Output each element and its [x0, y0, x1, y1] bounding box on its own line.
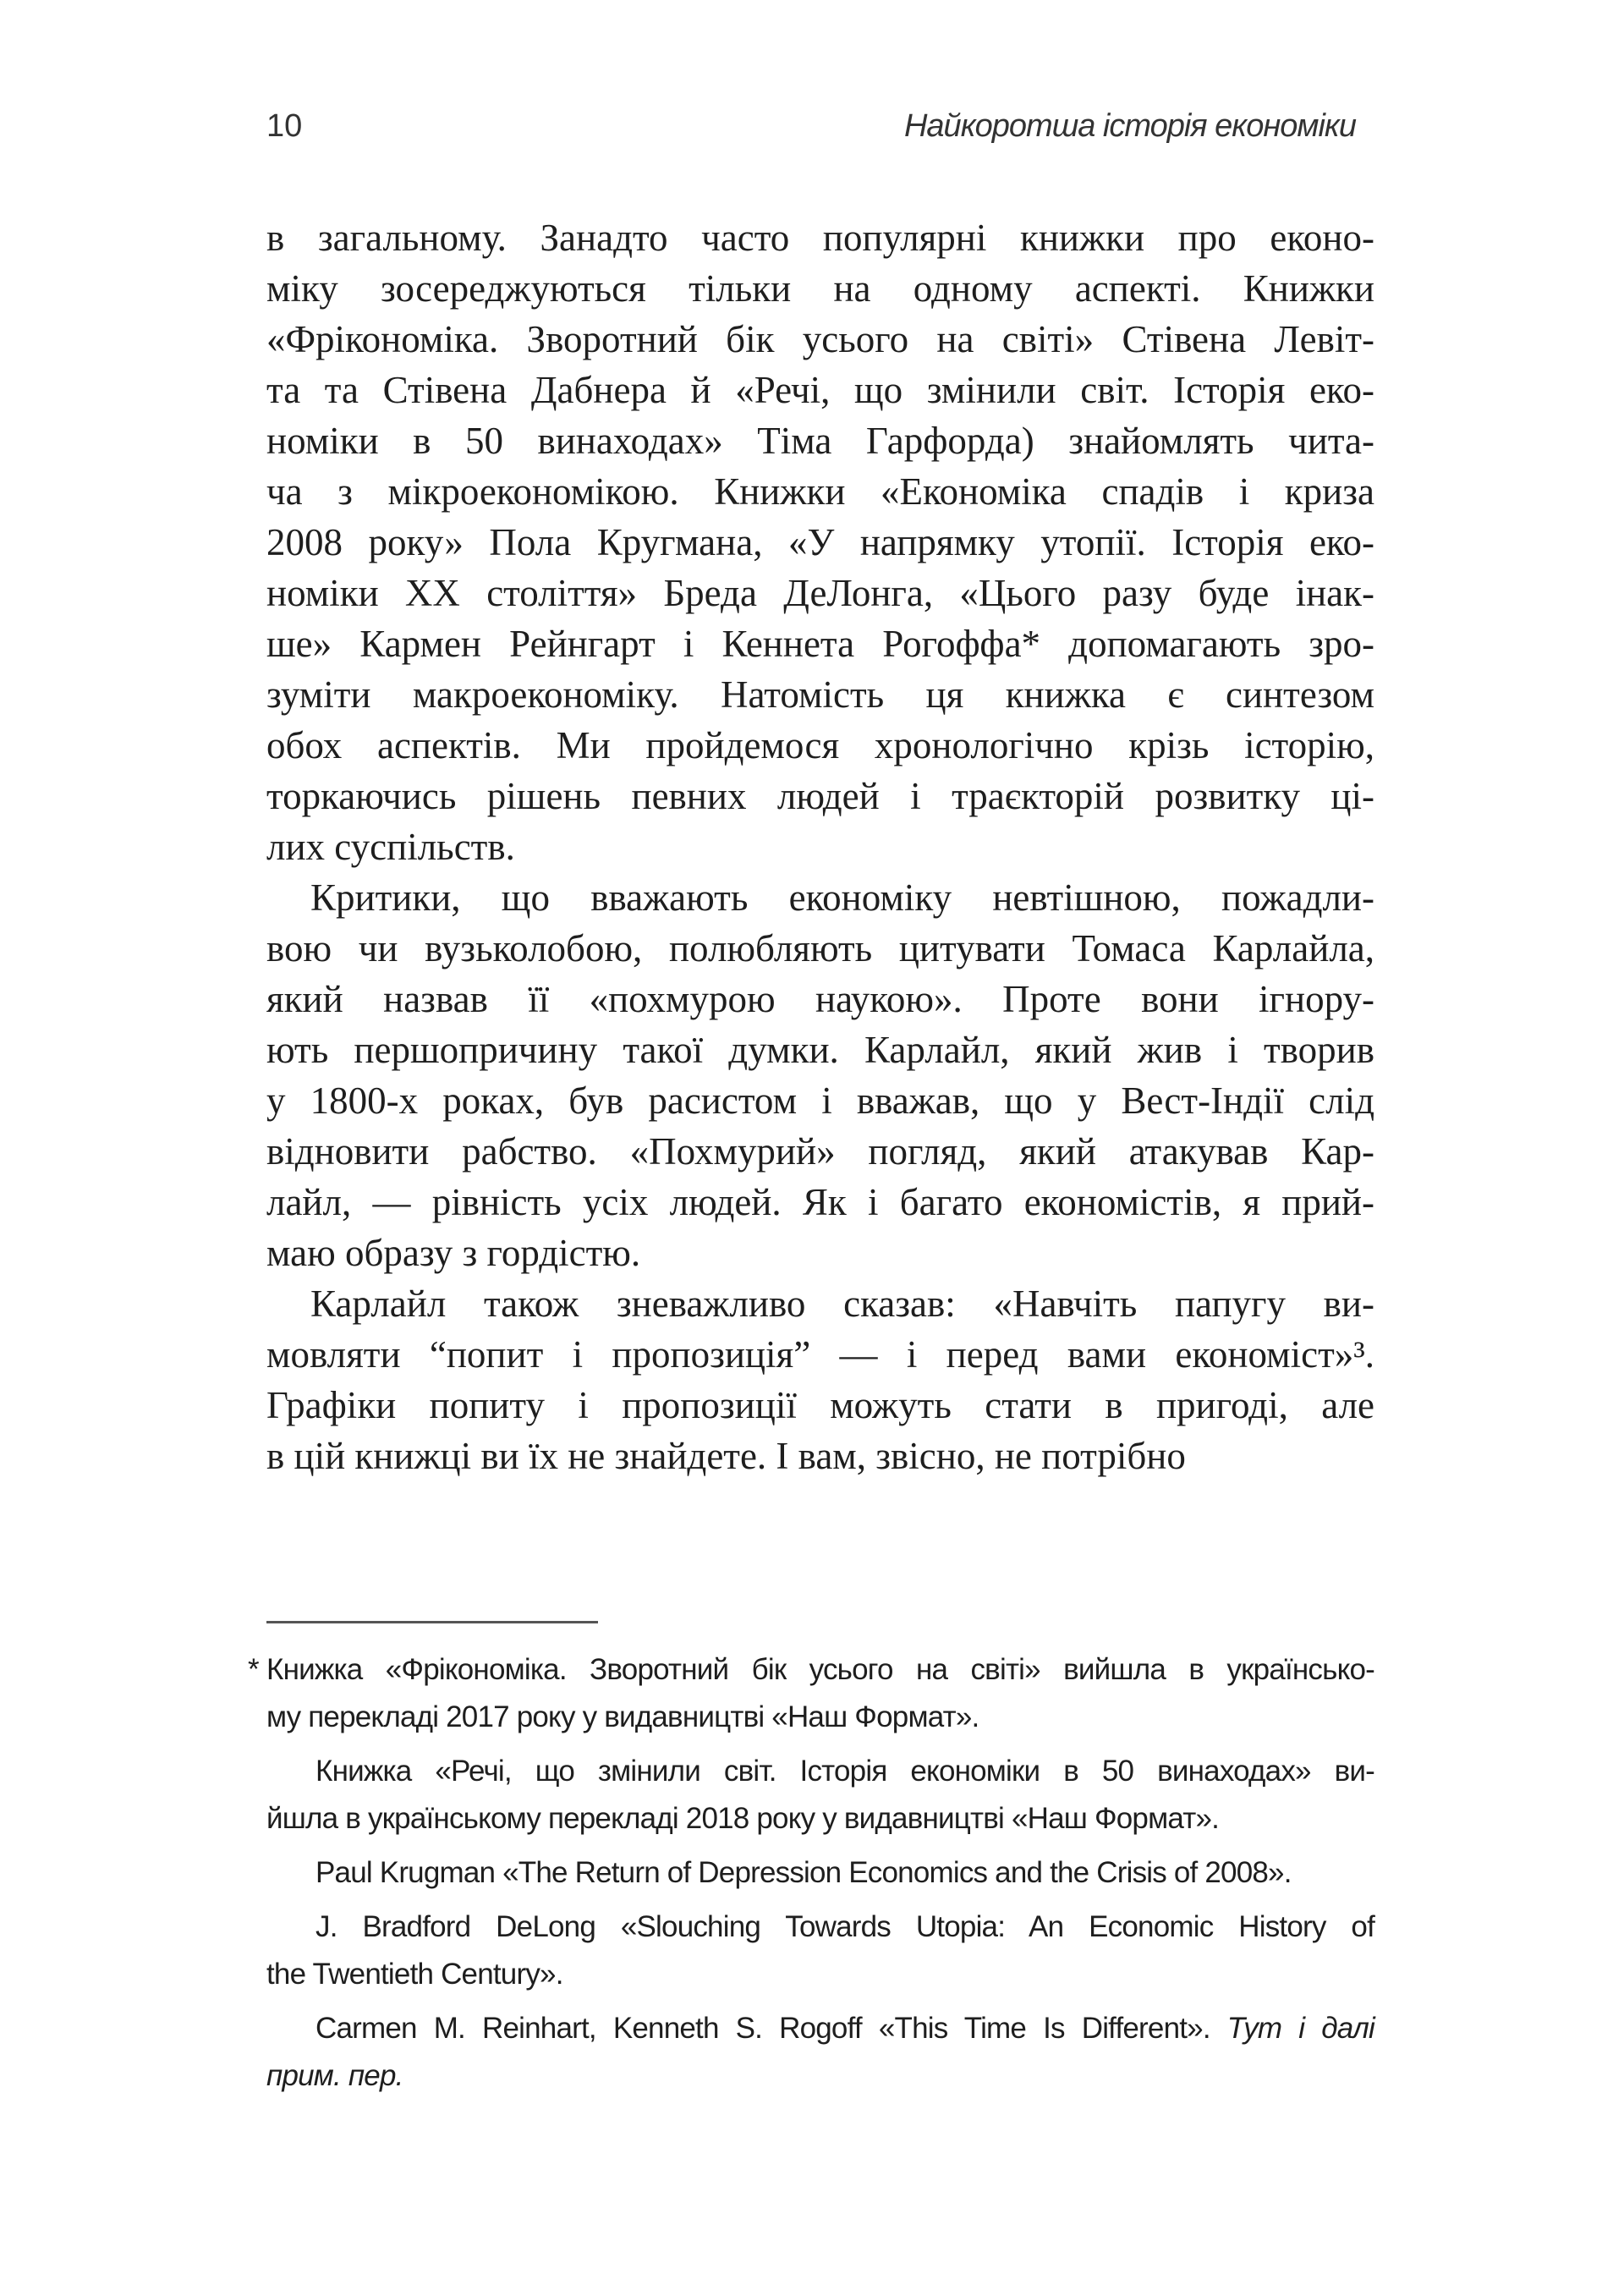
footnote-line: the Twentieth Century».: [266, 1958, 563, 1991]
body-line: 2008 року» Пола Кругмана, «У напрямку утопії. Історія еко-: [266, 521, 1374, 563]
footnote-marker: *: [248, 1653, 259, 1686]
footnote-text: Carmen M. Reinhart, Kenneth S. Rogoff «This Time Is Different».: [315, 2012, 1210, 2045]
body-line: номіки XX століття» Бреда ДеЛонга, «Цього разу буде інак-: [266, 572, 1374, 614]
body-line: Критики, що вважають економіку невтішною, пожадли-: [310, 876, 1374, 919]
footnote: [266, 1849, 1374, 1897]
footnote: [248, 1646, 1374, 1741]
body-line: ше» Кармен Рейнгарт і Кеннета Рогоффа* допомагають зро-: [266, 623, 1374, 665]
body-line: лайл, — рівність усіх людей. Як і багато економістів, я прий-: [266, 1181, 1374, 1223]
page-number: 10: [266, 108, 303, 144]
body-line: та та Стівена Дабнера й «Речі, що змінили світ. Історія еко-: [266, 369, 1374, 411]
footnote-line: Paul Krugman «The Return of Depression Economics and the Crisis of 2008».: [315, 1856, 1292, 1889]
footnote-line: Книжка «Речі, що змінили світ. Історія економіки в 50 винаходах» ви-: [315, 1755, 1374, 1788]
footnote: [266, 2005, 1374, 2100]
footnote-line: Книжка «Фрікономіка. Зворотний бік усього на світі» вийшла в українсько-: [266, 1653, 1374, 1686]
footnote-line: йшла в українському перекладі 2018 року у видавництві «Наш Формат».: [266, 1802, 1220, 1835]
body-line: мовляти “попит і пропозиція” — і перед вами економіст»³.: [266, 1333, 1374, 1376]
body-line: лих суспільств.: [266, 826, 515, 868]
footnotes: [248, 1646, 1374, 2106]
body-line: Карлайл також зневажливо сказав: «Навчіть папугу ви-: [310, 1283, 1374, 1325]
translator-note: прим. пер.: [266, 2059, 403, 2092]
footnote: [266, 1903, 1374, 1998]
body-line: Графіки попиту і пропозиції можуть стати в пригоді, але: [266, 1384, 1374, 1426]
body-line: обох аспектів. Ми пройдемося хронологічно крізь історію,: [266, 724, 1374, 766]
body-line: який назвав її «похмурою наукою». Проте вони ігнору-: [266, 978, 1374, 1020]
body-line: торкаючись рішень певних людей і траєкторій розвитку ці-: [266, 775, 1374, 817]
body-text: [266, 212, 1374, 1481]
body-line: ють першопричину такої думки. Карлайл, який жив і творив: [266, 1029, 1374, 1071]
body-line: вою чи вузьколобою, полюбляють цитувати Томаса Карлайла,: [266, 927, 1374, 969]
body-line: відновити рабство. «Похмурий» погляд, який атакував Кар-: [266, 1130, 1374, 1173]
footnote-line: J. Bradford DeLong «Slouching Towards Utopia: An Economic History of: [315, 1910, 1374, 1943]
footnote-line: му перекладі 2017 року у видавництві «Наш Формат».: [266, 1700, 979, 1733]
body-line: в цій книжці ви їх не знайдете. І вам, звісно, не потрібно: [266, 1435, 1186, 1477]
footnote: [266, 1748, 1374, 1843]
body-line: зуміти макроекономіку. Натомість ця книжка є синтезом: [266, 673, 1374, 716]
body-line: у 1800-х роках, був расистом і вважав, що у Вест-Індії слід: [266, 1079, 1374, 1122]
body-line: в загальному. Занадто часто популярні книжки про еконо-: [266, 217, 1374, 259]
footnote-divider: [266, 1621, 598, 1623]
running-title: Найкоротша історія економіки: [903, 108, 1356, 144]
translator-note: Тут і далі: [1226, 2012, 1374, 2045]
footnote-line: [266, 2005, 1374, 2052]
body-line: міку зосереджуються тільки на одному аспекті. Книжки: [266, 267, 1374, 310]
body-line: «Фрікономіка. Зворотний бік усього на світі» Стівена Левіт-: [266, 318, 1374, 360]
body-line: ча з мікроекономікою. Книжки «Економіка спадів і криза: [266, 470, 1374, 513]
footnote-line: [266, 2052, 1374, 2100]
body-line: маю образу з гордістю.: [266, 1232, 641, 1274]
body-line: номіки в 50 винаходах» Тіма Гарфорда) знайомлять чита-: [266, 420, 1374, 462]
